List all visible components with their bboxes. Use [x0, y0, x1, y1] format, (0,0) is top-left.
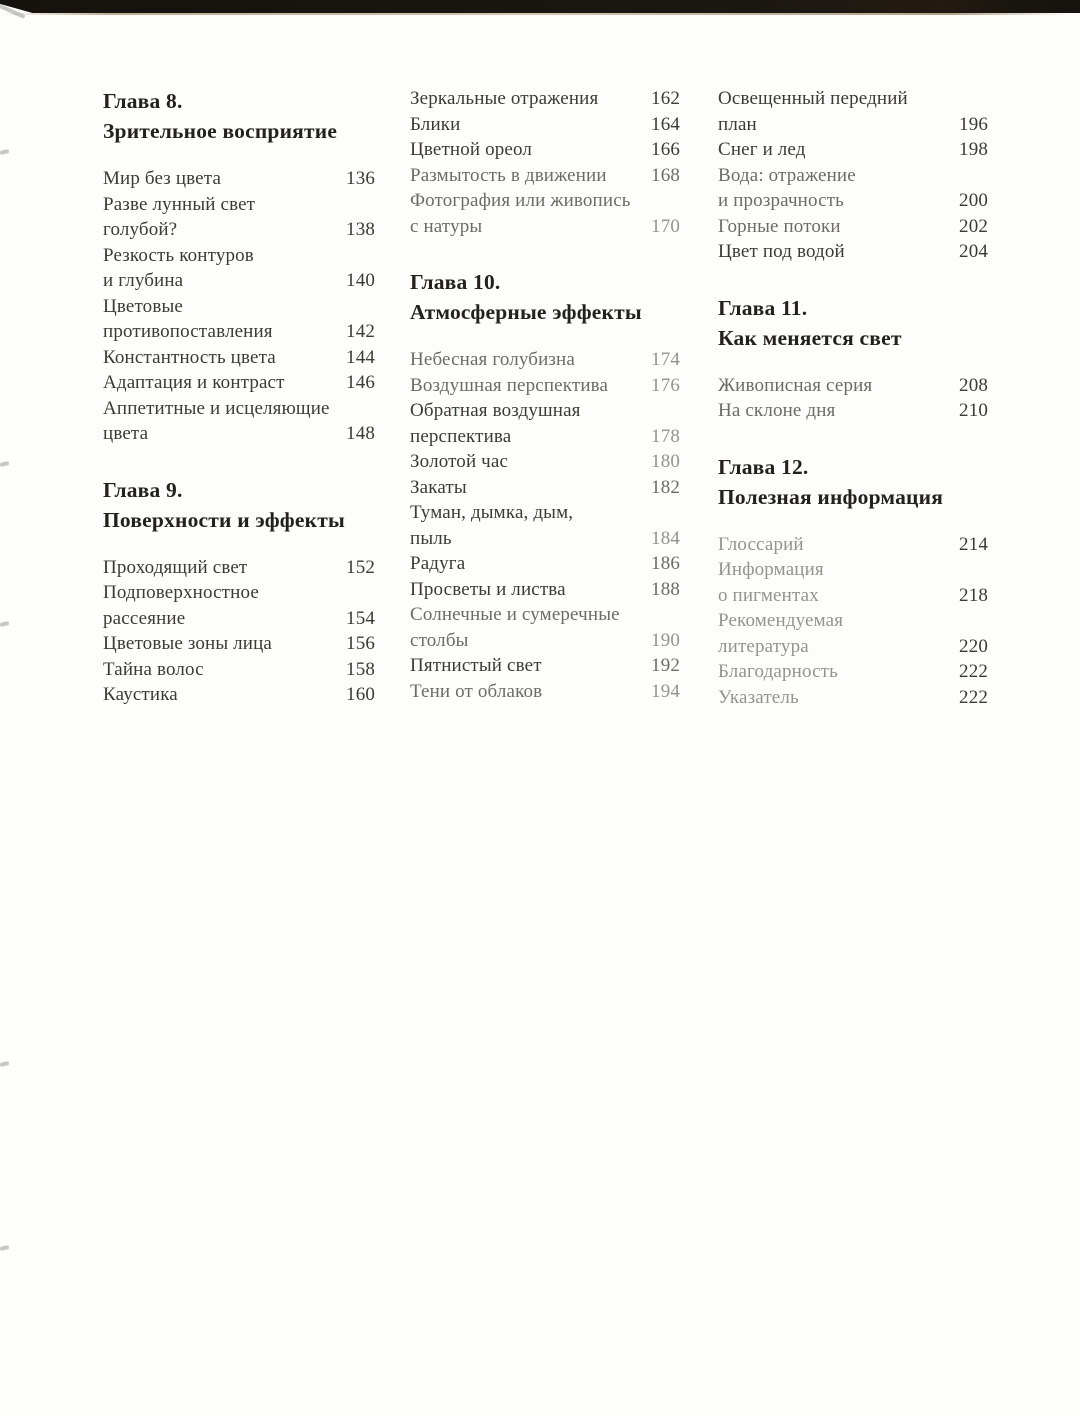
toc-entry-last-line — [718, 188, 988, 214]
toc-entry-last-line — [103, 345, 375, 371]
page-number: 190 — [651, 629, 680, 651]
toc-entry-last-line — [410, 86, 680, 112]
toc-entry-last-line — [718, 659, 988, 685]
toc-entry — [103, 294, 375, 345]
toc-entry — [103, 166, 375, 192]
toc-entry — [103, 682, 375, 708]
chapter-heading — [410, 267, 680, 327]
toc-entry-last-line — [103, 217, 375, 243]
entry-title: Золотой час — [410, 451, 509, 472]
entry-title: Мир без цвета — [103, 168, 222, 189]
page-number: 140 — [346, 270, 375, 291]
toc-entry — [410, 653, 680, 679]
chapter-number-line: Глава 11. — [718, 295, 808, 320]
page-number: 164 — [651, 113, 680, 135]
entry-title: Снег и лед — [718, 139, 806, 160]
entry-title: Указатель — [718, 686, 799, 708]
toc-entry-last-line — [103, 682, 375, 708]
page-number: 138 — [346, 219, 375, 240]
chapter-title-line: Полезная информация — [718, 484, 944, 509]
toc-entry-line: Фотография или живопись — [410, 190, 631, 211]
page-number: 196 — [959, 113, 988, 135]
toc-column-1 — [103, 86, 375, 708]
page-number: 154 — [346, 607, 375, 629]
toc-entry-line: Информация — [718, 559, 824, 580]
toc-entry — [718, 557, 988, 608]
page-number: 142 — [346, 321, 375, 342]
toc-entry — [410, 188, 680, 239]
toc-entry-last-line — [410, 628, 680, 654]
page-number: 160 — [346, 684, 375, 705]
entry-title: Проходящий свет — [103, 556, 248, 578]
chapter-heading — [718, 452, 988, 512]
page-number: 192 — [651, 655, 680, 676]
entry-title: Цвет под водой — [718, 241, 845, 262]
entry-title: Небесная голубизна — [410, 349, 575, 370]
toc-entry-last-line — [410, 653, 680, 679]
toc-entry — [718, 685, 988, 711]
toc-entry-last-line — [410, 551, 680, 577]
toc-entry-last-line — [103, 421, 375, 447]
chapter-title-line: Как меняется свет — [718, 325, 902, 350]
page-number: 210 — [959, 400, 988, 421]
chapter-title-line: Атмосферные эффекты — [410, 300, 642, 324]
entry-title: и глубина — [103, 270, 184, 291]
page-edge-artifact — [0, 461, 9, 467]
entry-title: Цветной ореол — [410, 139, 533, 160]
toc-entry-line: Вода: отражение — [718, 164, 856, 186]
toc-entry-last-line — [410, 137, 680, 163]
toc-entry-last-line — [103, 319, 375, 345]
toc-entry-last-line — [103, 370, 375, 396]
entry-title: Радуга — [410, 553, 466, 574]
page-number: 188 — [651, 578, 680, 600]
toc-entry — [410, 137, 680, 163]
toc-entry-line: Обратная воздушная — [410, 400, 581, 421]
toc-entry — [103, 657, 375, 683]
toc-entry-last-line — [718, 137, 988, 163]
page-number: 176 — [651, 374, 680, 396]
page-number: 156 — [346, 633, 375, 654]
chapter-heading — [103, 475, 375, 535]
entry-title: Адаптация и контраст — [103, 372, 285, 393]
toc-entry-last-line — [410, 214, 680, 240]
toc-entry-last-line — [410, 679, 680, 705]
page-number: 162 — [651, 88, 680, 109]
page-number: 152 — [346, 556, 375, 578]
page-number: 148 — [346, 423, 375, 444]
chapter-title-line: Поверхности и эффекты — [103, 507, 345, 532]
entry-title: Закаты — [410, 476, 467, 498]
page-number: 158 — [346, 658, 375, 680]
entry-title: о пигментах — [718, 584, 819, 606]
page-number: 222 — [959, 686, 988, 708]
entry-title: Тайна волос — [103, 658, 204, 680]
page-number: 194 — [651, 680, 680, 702]
toc-entry-last-line — [718, 112, 988, 138]
entry-title: с натуры — [410, 215, 483, 237]
entry-title: рассеяние — [103, 607, 186, 629]
toc-entry-last-line — [718, 239, 988, 265]
toc-entry — [410, 679, 680, 705]
chapter-heading — [718, 293, 988, 353]
page-number: 174 — [651, 349, 680, 370]
toc-entry-last-line — [410, 163, 680, 189]
toc-entry-last-line — [410, 347, 680, 373]
toc-entry-last-line — [410, 449, 680, 475]
toc-entry-last-line — [410, 526, 680, 552]
toc-entry-last-line — [103, 657, 375, 683]
page-number: 170 — [651, 215, 680, 237]
entry-title: Тени от облаков — [410, 680, 543, 702]
page-edge-artifact — [0, 149, 9, 155]
toc-entry — [718, 137, 988, 163]
toc-entry-line: Цветовые — [103, 295, 183, 317]
toc-entry — [410, 112, 680, 138]
toc-entry — [718, 86, 988, 137]
toc-entry-last-line — [103, 606, 375, 632]
page-number: 182 — [651, 476, 680, 498]
toc-entry — [410, 551, 680, 577]
toc-column-2 — [410, 86, 680, 704]
page-number: 144 — [346, 346, 375, 368]
toc-entry — [718, 239, 988, 265]
entry-title: Воздушная перспектива — [410, 374, 609, 396]
toc-entry — [718, 398, 988, 424]
toc-entry-line: Резкость контуров — [103, 244, 254, 266]
entry-title: план — [718, 113, 757, 135]
toc-entry-last-line — [410, 577, 680, 603]
entry-title: Глоссарий — [718, 533, 804, 555]
entry-title: Блики — [410, 113, 461, 135]
toc-entry — [410, 475, 680, 501]
toc-entry — [410, 373, 680, 399]
toc-entry — [718, 532, 988, 558]
toc-entry — [103, 555, 375, 581]
page-number: 200 — [959, 190, 988, 211]
toc-entry-last-line — [103, 166, 375, 192]
toc-entry — [410, 398, 680, 449]
page-number: 204 — [959, 241, 988, 262]
page-number: 208 — [959, 374, 988, 396]
toc-entry — [718, 608, 988, 659]
toc-entry-line: Подповерхностное — [103, 582, 259, 603]
chapter-title-line: Зрительное восприятие — [103, 119, 338, 143]
page-number: 186 — [651, 553, 680, 574]
entry-title: пыль — [410, 527, 452, 549]
page-number: 168 — [651, 164, 680, 186]
entry-title: На склоне дня — [718, 400, 836, 421]
entry-title: перспектива — [410, 425, 512, 447]
toc-entry-last-line — [718, 373, 988, 399]
entry-title: Благодарность — [718, 661, 838, 682]
entry-title: Горные потоки — [718, 215, 841, 237]
page-number: 136 — [346, 168, 375, 189]
toc-entry-last-line — [718, 634, 988, 660]
page-number: 198 — [959, 139, 988, 160]
chapter-number-line: Глава 12. — [718, 454, 809, 479]
page-number: 202 — [959, 215, 988, 237]
entry-title: Константность цвета — [103, 346, 276, 368]
chapter-heading — [103, 86, 375, 146]
page-number: 180 — [651, 451, 680, 472]
toc-entry-line: Рекомендуемая — [718, 610, 844, 631]
page-edge-artifact — [0, 1245, 9, 1251]
toc-entry-line: Туман, дымка, дым, — [410, 502, 574, 523]
entry-title: столбы — [410, 629, 469, 651]
toc-entry-line: Солнечные и сумеречные — [410, 604, 620, 625]
toc-entry — [410, 86, 680, 112]
page-number: 214 — [959, 533, 988, 555]
page-number: 146 — [346, 372, 375, 393]
toc-entry — [103, 243, 375, 294]
toc-column-3 — [718, 86, 988, 710]
toc-entry-last-line — [410, 475, 680, 501]
toc-entry — [718, 373, 988, 399]
toc-entry-last-line — [103, 555, 375, 581]
entry-title: Каустика — [103, 684, 178, 705]
toc-entry — [410, 347, 680, 373]
page-number: 184 — [651, 527, 680, 549]
page-top-edge-line — [0, 13, 1080, 15]
scanner-edge-bar — [0, 0, 1080, 13]
toc-entry-last-line — [103, 631, 375, 657]
toc-entry — [718, 214, 988, 240]
entry-title: Размытость в движении — [410, 164, 607, 186]
toc-entry-last-line — [103, 268, 375, 294]
toc-entry-last-line — [718, 685, 988, 711]
entry-title: литература — [718, 635, 809, 657]
toc-entry — [103, 396, 375, 447]
toc-entry — [718, 659, 988, 685]
toc-entry — [410, 602, 680, 653]
chapter-number-line: Глава 10. — [410, 270, 501, 294]
toc-entry — [410, 163, 680, 189]
toc-entry-last-line — [410, 373, 680, 399]
toc-entry — [103, 370, 375, 396]
entry-title: цвета — [103, 423, 149, 444]
toc-entry — [410, 500, 680, 551]
toc-entry-last-line — [410, 112, 680, 138]
toc-entry-line: Аппетитные и исцеляющие — [103, 397, 330, 419]
toc-entry-last-line — [718, 398, 988, 424]
page-number: 218 — [959, 584, 988, 606]
entry-title: Живописная серия — [718, 374, 873, 396]
toc-entry-line: Разве лунный свет — [103, 193, 256, 215]
toc-entry — [103, 345, 375, 371]
page-edge-artifact — [0, 621, 9, 627]
page-number: 178 — [651, 425, 680, 447]
toc-entry-line: Освещенный передний — [718, 88, 908, 109]
toc-entry — [410, 577, 680, 603]
toc-entry-last-line — [718, 532, 988, 558]
entry-title: Пятнистый свет — [410, 655, 542, 676]
entry-title: Просветы и листва — [410, 578, 566, 600]
page-number: 166 — [651, 139, 680, 160]
page-edge-artifact — [0, 1061, 9, 1067]
toc-entry-last-line — [718, 214, 988, 240]
toc-entry — [103, 631, 375, 657]
entry-title: Зеркальные отражения — [410, 88, 599, 109]
entry-title: голубой? — [103, 219, 178, 240]
toc-entry-last-line — [718, 583, 988, 609]
toc-entry — [103, 192, 375, 243]
entry-title: противопоставления — [103, 321, 273, 342]
page-number: 220 — [959, 635, 988, 657]
entry-title: Цветовые зоны лица — [103, 633, 273, 654]
chapter-number-line: Глава 8. — [103, 89, 183, 113]
entry-title: и прозрачность — [718, 190, 844, 211]
chapter-number-line: Глава 9. — [103, 477, 183, 502]
page-number: 222 — [959, 661, 988, 682]
toc-entry-last-line — [410, 424, 680, 450]
toc-entry — [103, 580, 375, 631]
toc-entry — [718, 163, 988, 214]
toc-entry — [410, 449, 680, 475]
